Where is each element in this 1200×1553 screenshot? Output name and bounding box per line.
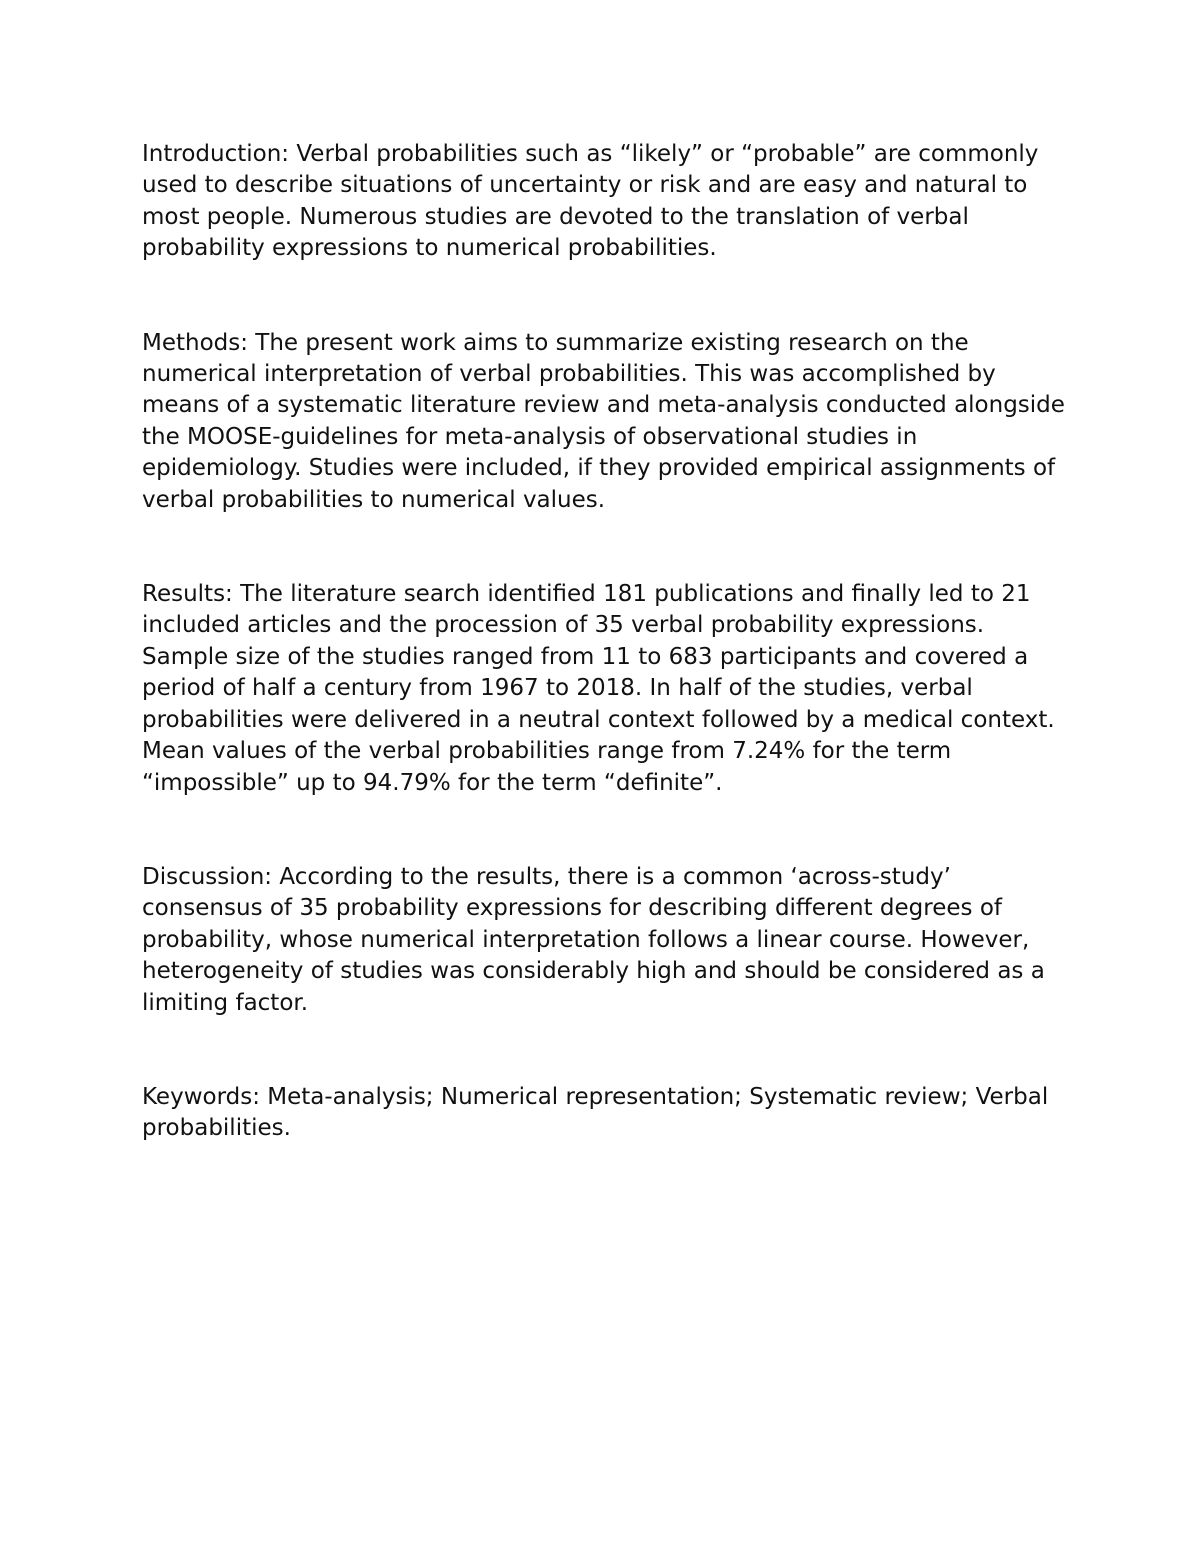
document-body (142, 139, 1077, 1145)
results-paragraph: Results: The literature search identified 181 publications and finally led to 21 included articles and the procession of 35 verbal probability expressions. Sample size of the studies ranged from 11 to 683 participants and covered a period of half a century from 1967 to 2018. In half of the studies, verbal probabilities were delivered in a neutral context followed by a medical context. Mean values of the verbal probabilities range from 7.24% for the term “impossible” up to 94.79% for the term “definite”. (142, 581, 1055, 796)
methods-paragraph: Methods: The present work aims to summarize existing research on the numerical interpretation of verbal probabilities. This was accomplished by means of a systematic literature review and meta-analysis conducted alongside the MOOSE-guidelines for meta-analysis of observational studies in epidemiology. Studies were included, if they provided empirical assignments of verbal probabilities to numerical values. (142, 329, 1065, 513)
keywords-paragraph: Keywords: Meta-analysis; Numerical representation; Systematic review; Verbal probabilities. (142, 1083, 1049, 1142)
discussion-paragraph: Discussion: According to the results, there is a common ‘across-study’ consensus of 35 probability expressions for describing different degrees of probability, whose numerical interpretation follows a linear course. However, heterogeneity of studies was considerably high and should be considered as a limiting factor. (142, 863, 1045, 1016)
introduction-paragraph: Introduction: Verbal probabilities such as “likely” or “probable” are commonly used to describe situations of uncertainty or risk and are easy and natural to most people. Numerous studies are devoted to the translation of verbal probability expressions to numerical probabilities. (142, 141, 1039, 262)
